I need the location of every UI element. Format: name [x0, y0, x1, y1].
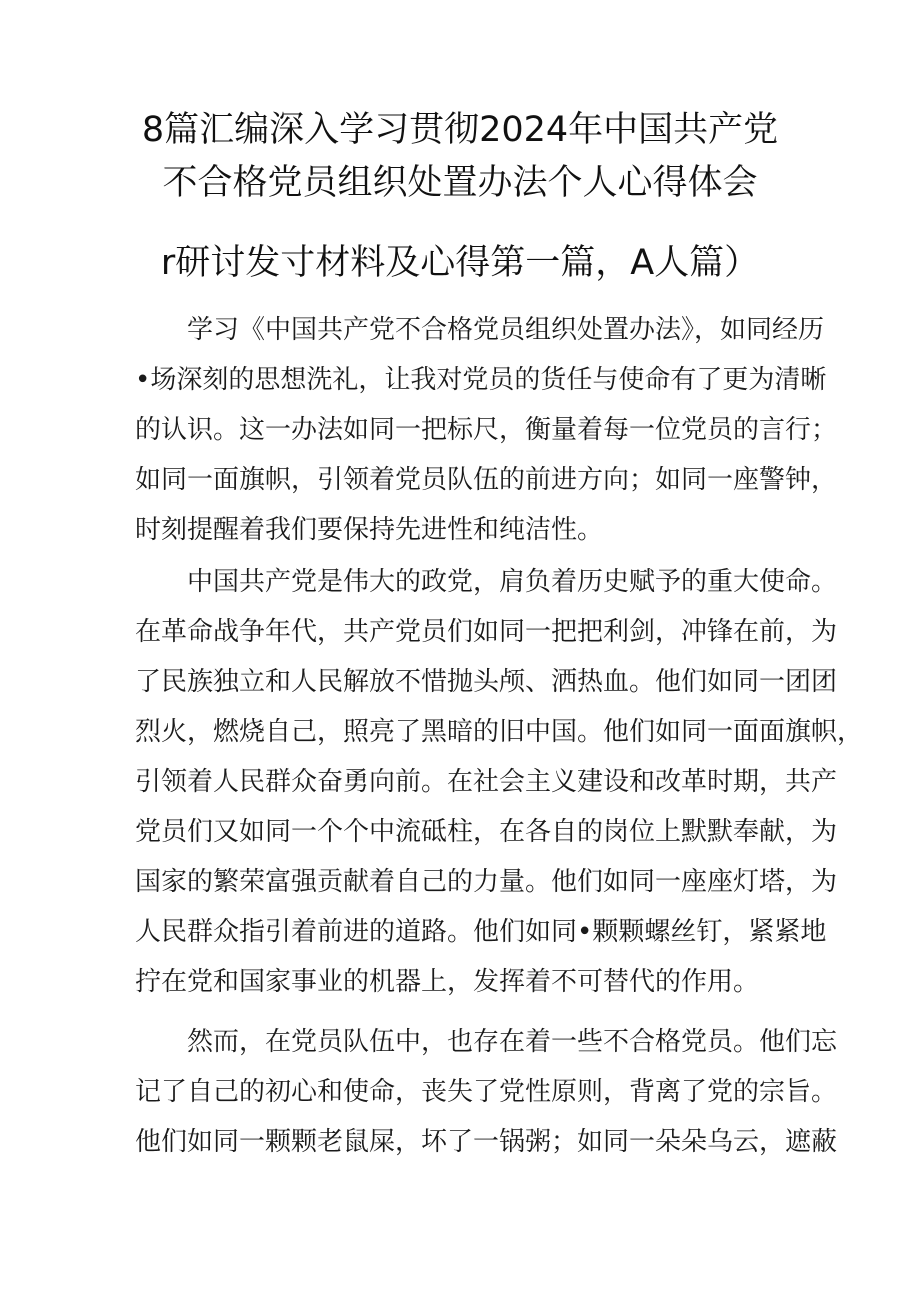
paragraph-line: 烈火，燃烧自己，照亮了黑暗的旧中国。他们如同一面面旗帜， [135, 717, 864, 747]
document-title-line-2: 不合格党员组织处置办法个人心得体会 [162, 163, 758, 203]
paragraph-line: 人民群众指引着前进的道路。他们如同•颗颗螺丝钉，紧紧地 [135, 917, 827, 947]
paragraph-line: 记了自己的初心和使命，丧失了党性原则，背离了党的宗旨。 [135, 1077, 838, 1107]
paragraph-line: 党员们又如同一个个中流砥柱，在各自的岗位上默默奉献，为 [135, 817, 838, 847]
paragraph-line: 学习《中国共产党不合格党员组织处置办法》，如同经历 [135, 315, 825, 345]
paragraph-line: 在革命战争年代，共产党员们如同一把把利剑，冲锋在前，为 [135, 617, 838, 647]
document-title-line-1: 8篇汇编深入学习贯彻2024年中国共产党 [141, 110, 779, 150]
paragraph-line: 引领着人民群众奋勇向前。在社会主义建设和改革时期，共产 [135, 767, 838, 797]
paragraph-line: 国家的繁荣富强贡献着自己的力量。他们如同一座座灯塔，为 [135, 867, 838, 897]
document-subtitle: r研讨发寸材料及心得第一篇，A人篇） [160, 243, 760, 283]
paragraph-line: 然而，在党员队伍中，也存在着一些不合格党员。他们忘 [135, 1027, 838, 1057]
paragraph-line: 了民族独立和人民解放不惜抛头颅、洒热血。他们如同一团团 [135, 667, 838, 697]
paragraph-line: 如同一面旗帜，引领着党员队伍的前进方向；如同一座警钟， [135, 465, 838, 495]
paragraph-line: •场深刻的思想洗礼，让我对党员的货任与使命有了更为清晰 [135, 365, 827, 395]
paragraph-line: 拧在党和国家事业的机器上，发挥着不可替代的作用。 [135, 967, 760, 997]
paragraph-line: 时刻提醒着我们要保持先进性和纯洁性。 [135, 515, 604, 545]
paragraph-line: 的认识。这一办法如同一把标尺，衡量着每一位党员的言行； [135, 415, 838, 445]
paragraph-line: 他们如同一颗颗老鼠屎，坏了一锅粥；如同一朵朵乌云，遮蔽 [135, 1127, 838, 1157]
paragraph-line: 中国共产党是伟大的政党，肩负着历史赋予的重大使命。 [135, 567, 838, 597]
